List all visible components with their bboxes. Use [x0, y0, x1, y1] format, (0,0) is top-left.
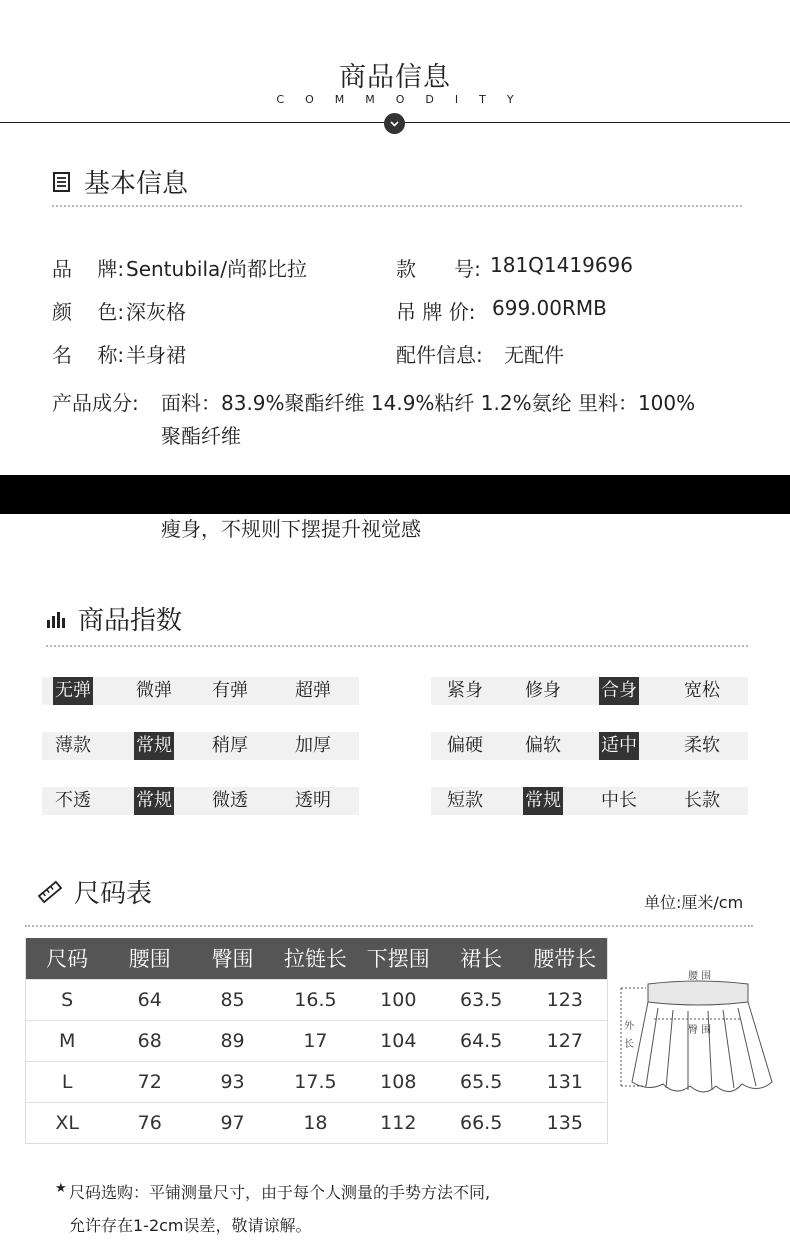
- price-label: 吊 牌 价:: [396, 300, 476, 324]
- table-row: [26, 1020, 608, 1061]
- skirt-diagram: [618, 962, 778, 1107]
- index-option: 有弹: [212, 680, 248, 701]
- index-option: 不透: [55, 790, 91, 811]
- table-cell: 93: [191, 1061, 274, 1102]
- index-option: 中长: [601, 790, 637, 811]
- table-row: [26, 1061, 608, 1102]
- table-cell: 65.5: [440, 1061, 523, 1102]
- brand-label: 品 牌:: [52, 257, 125, 281]
- hip-diagram-label: 臀 围: [688, 1025, 712, 1036]
- table-cell: 18: [274, 1102, 357, 1143]
- index-row-right: [431, 787, 748, 815]
- index-row-right: [431, 732, 748, 760]
- index-option-selected: 合身: [599, 677, 639, 705]
- index-row-left: [42, 732, 359, 760]
- index-option: 紧身: [447, 680, 483, 701]
- index-option: 透明: [295, 790, 331, 811]
- table-cell: L: [26, 1061, 109, 1102]
- index-option: 微弹: [136, 680, 172, 701]
- length-diagram-label-1: 外: [624, 1021, 634, 1032]
- basic-info-title: 基本信息: [84, 169, 189, 199]
- index-option: 稍厚: [212, 735, 248, 756]
- table-cell: 76: [108, 1102, 191, 1143]
- index-heading: [46, 600, 182, 637]
- index-title: 商品指数: [78, 606, 183, 636]
- composition-line-2: 聚酯纤维: [161, 424, 241, 448]
- table-cell: 135: [523, 1102, 608, 1143]
- waist-diagram-label: 腰 围: [688, 971, 712, 982]
- index-row-left: [42, 787, 359, 815]
- length-diagram-label-2: 长: [624, 1039, 634, 1050]
- chevron-down-icon: [384, 113, 405, 134]
- index-option: 偏软: [525, 735, 561, 756]
- index-option: 短款: [447, 790, 483, 811]
- color-value: 深灰格: [126, 300, 186, 324]
- table-cell: 63.5: [440, 979, 523, 1020]
- size-chart-title: 尺码表: [74, 879, 153, 909]
- table-cell: 17.5: [274, 1061, 357, 1102]
- index-option-selected: 常规: [523, 787, 563, 815]
- color-label: 颜 色:: [52, 300, 125, 324]
- index-option-selected: 常规: [134, 787, 174, 815]
- unit-label: 单位:厘米/cm: [644, 893, 744, 912]
- column-header: 腰带长: [523, 938, 608, 979]
- size-table-header: [26, 938, 608, 979]
- star-icon: ★: [55, 1181, 67, 1196]
- index-option: 偏硬: [447, 735, 483, 756]
- accessory-value: 无配件: [504, 343, 564, 367]
- composition-label: 产品成分:: [52, 391, 139, 415]
- ruler-icon: [38, 880, 62, 904]
- table-cell: 108: [357, 1061, 440, 1102]
- index-option: 修身: [525, 680, 561, 701]
- table-cell: 17: [274, 1020, 357, 1061]
- table-cell: 64: [108, 979, 191, 1020]
- section-divider: [52, 205, 742, 207]
- index-option: 微透: [212, 790, 248, 811]
- column-header: 下摆围: [357, 938, 440, 979]
- index-option: 宽松: [684, 680, 720, 701]
- basic-info-heading: [52, 163, 188, 200]
- table-cell: 123: [523, 979, 608, 1020]
- size-table: [25, 938, 608, 1144]
- index-option-selected: 常规: [134, 732, 174, 760]
- index-option: 长款: [684, 790, 720, 811]
- table-cell: 72: [108, 1061, 191, 1102]
- table-cell: 68: [108, 1020, 191, 1061]
- section-divider: [46, 645, 748, 647]
- section-divider: [25, 925, 753, 927]
- table-cell: 16.5: [274, 979, 357, 1020]
- table-cell: 127: [523, 1020, 608, 1061]
- table-cell: S: [26, 979, 109, 1020]
- price-value: 699.00RMB: [492, 296, 607, 320]
- index-option: 超弹: [295, 680, 331, 701]
- table-cell: 85: [191, 979, 274, 1020]
- table-cell: 100: [357, 979, 440, 1020]
- table-cell: XL: [26, 1102, 109, 1143]
- table-cell: 66.5: [440, 1102, 523, 1143]
- index-option: 柔软: [684, 735, 720, 756]
- note-line-2: 允许存在1-2cm误差，敬请谅解。: [69, 1216, 312, 1235]
- index-option-selected: 适中: [599, 732, 639, 760]
- index-option: 加厚: [295, 735, 331, 756]
- table-cell: 97: [191, 1102, 274, 1143]
- redaction-band: [0, 475, 790, 514]
- table-cell: M: [26, 1020, 109, 1061]
- column-header: 腰围: [108, 938, 191, 979]
- size-chart-heading: [38, 873, 152, 910]
- table-cell: 112: [357, 1102, 440, 1143]
- document-icon: [52, 171, 72, 193]
- index-option-selected: 无弹: [53, 677, 93, 705]
- column-header: 裙长: [440, 938, 523, 979]
- table-row: [26, 1102, 608, 1143]
- style-value: 181Q1419696: [490, 253, 633, 277]
- table-cell: 89: [191, 1020, 274, 1061]
- table-cell: 104: [357, 1020, 440, 1061]
- table-cell: 64.5: [440, 1020, 523, 1061]
- brand-value: Sentubila/尚都比拉: [126, 257, 307, 281]
- feature-text: 瘦身，不规则下摆提升视觉感: [161, 517, 421, 541]
- style-label: 款 号:: [396, 257, 481, 281]
- page-subtitle: COMMODITY: [276, 93, 535, 106]
- index-row-left: [42, 677, 359, 705]
- note-line-1: 尺码选购：平铺测量尺寸，由于每个人测量的手势方法不同,: [69, 1183, 491, 1202]
- table-cell: 131: [523, 1061, 608, 1102]
- column-header: 拉链长: [274, 938, 357, 979]
- name-value: 半身裙: [126, 343, 186, 367]
- page-title: 商品信息: [339, 62, 451, 93]
- accessory-label: 配件信息:: [396, 343, 483, 367]
- index-option: 薄款: [55, 735, 91, 756]
- bar-chart-icon: [46, 610, 66, 628]
- table-row: [26, 979, 608, 1020]
- column-header: 臀围: [191, 938, 274, 979]
- column-header: 尺码: [26, 938, 109, 979]
- name-label: 名 称:: [52, 343, 125, 367]
- composition-line-1: 面料：83.9%聚酯纤维 14.9%粘纤 1.2%氨纶 里料：100%: [161, 391, 696, 415]
- index-row-right: [431, 677, 748, 705]
